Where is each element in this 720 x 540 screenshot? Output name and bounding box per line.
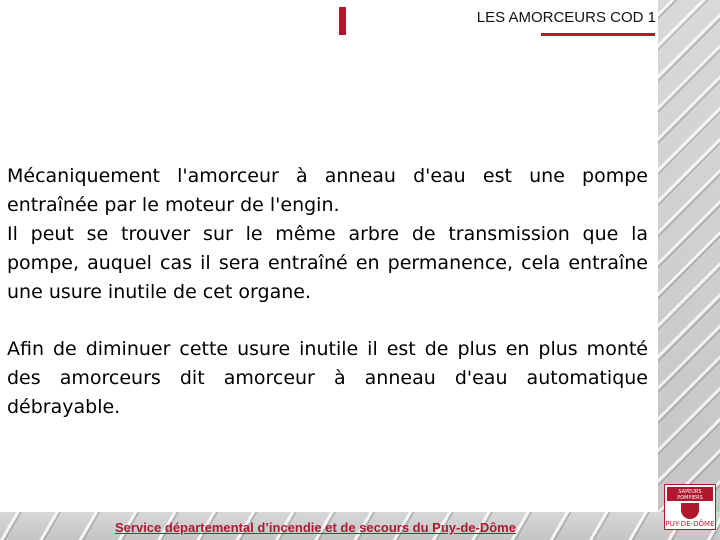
sdis-logo-icon: [664, 484, 716, 530]
footer-link[interactable]: Service départemental d’incendie et de secours du Puy-de-Dôme: [115, 520, 516, 535]
paragraph-3: Afin de diminuer cette usure inutile il est de plus en plus monté des amorceurs dit amorceur à anneau d'eau automatique débrayable.: [7, 338, 648, 418]
slide-title: LES AMORCEURS COD 1: [476, 9, 656, 26]
title-underline: [541, 33, 655, 36]
paragraph-2: Il peut se trouver sur le même arbre de transmission que la pompe, auquel cas il sera entraîné en permanence, cela entraîne une usure inutile de cet organe.: [7, 223, 648, 303]
slide-body: [7, 162, 648, 422]
paragraph-spacer: [7, 307, 648, 335]
logo-bottom-text: PUY-DE-DÔME: [665, 520, 715, 528]
metal-texture-right: [658, 0, 720, 540]
shield-icon: [681, 503, 699, 519]
red-accent-bar: [339, 7, 346, 35]
logo-top-text: SAPEURS POMPIERS: [677, 489, 703, 501]
paragraph-1: Mécaniquement l'amorceur à anneau d'eau est une pompe entraînée par le moteur de l'engin.: [7, 165, 648, 216]
